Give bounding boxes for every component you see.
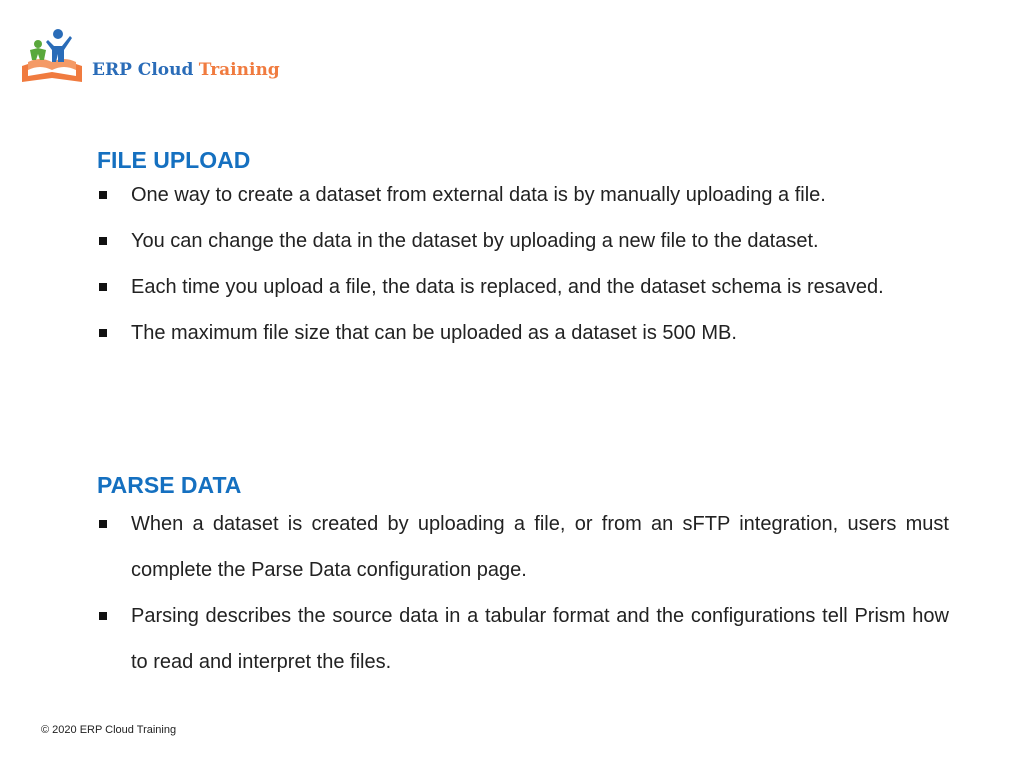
- section-file-upload: [97, 147, 949, 356]
- list-item-text: The maximum file size that can be uploaded as a dataset is 500 MB.: [131, 322, 737, 344]
- list-item-text: Each time you upload a file, the data is replaced, and the dataset schema is resaved.: [131, 276, 884, 298]
- bullet-square-icon: [99, 283, 107, 291]
- list-item: [97, 593, 949, 685]
- brand-name-erp-cloud: ERP Cloud: [92, 60, 194, 80]
- section-title: PARSE DATA: [97, 472, 242, 498]
- bullet-square-icon: [99, 612, 107, 620]
- list-item: [97, 501, 949, 593]
- bullet-square-icon: [99, 237, 107, 245]
- list-item-text: When a dataset is created by uploading a file, or from an sFTP integration, users must complete the Parse Data configuration page.: [131, 513, 949, 581]
- brand-name-training: Training: [198, 60, 280, 80]
- bullet-square-icon: [99, 520, 107, 528]
- bullet-list: [97, 501, 949, 685]
- list-item-text: You can change the data in the dataset by uploading a new file to the dataset.: [131, 230, 819, 252]
- brand-logo: [18, 26, 278, 96]
- list-item: [97, 172, 949, 218]
- bullet-list: [97, 172, 949, 356]
- bullet-square-icon: [99, 329, 107, 337]
- list-item: [97, 218, 949, 264]
- book-learner-icon: [18, 26, 88, 88]
- list-item: [97, 310, 949, 356]
- list-item: [97, 264, 949, 310]
- brand-wordmark: [92, 60, 280, 80]
- footer-copyright: © 2020 ERP Cloud Training: [41, 724, 177, 736]
- list-item-text: Parsing describes the source data in a tabular format and the configurations tell Prism how to read and interpret the files.: [131, 605, 949, 673]
- bullet-square-icon: [99, 191, 107, 199]
- section-title: FILE UPLOAD: [97, 147, 251, 173]
- list-item-text: One way to create a dataset from external data is by manually uploading a file.: [131, 184, 826, 206]
- section-parse-data: [97, 472, 949, 685]
